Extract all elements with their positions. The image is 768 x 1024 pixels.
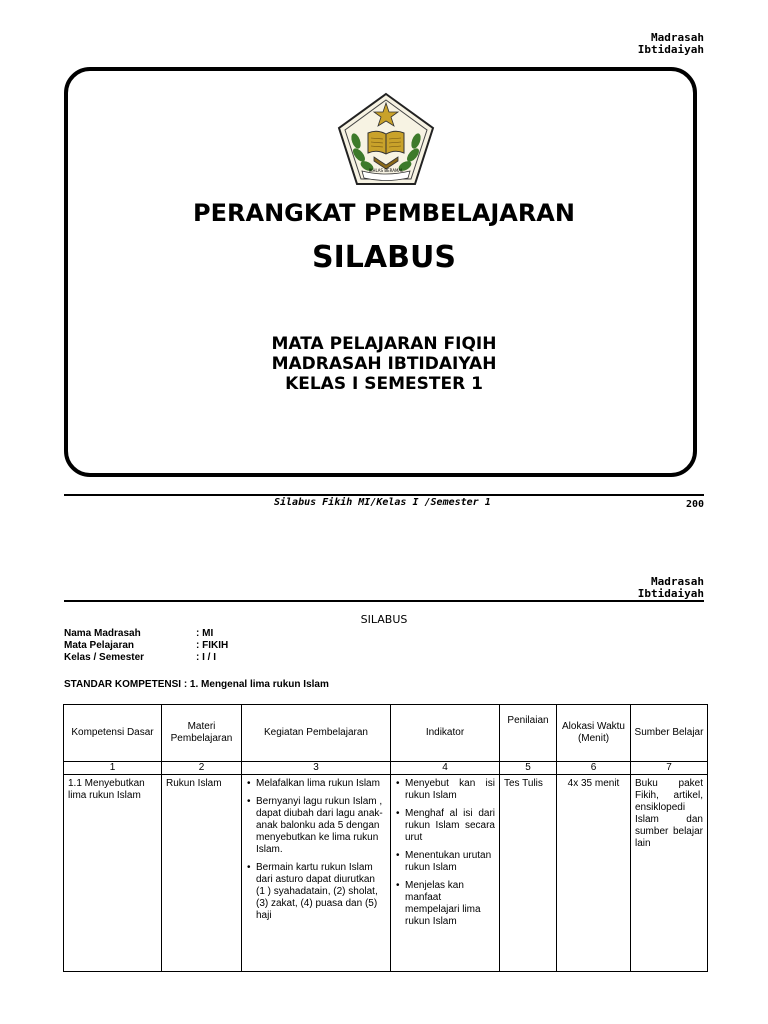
table-header-cell: Indikator [391, 705, 500, 762]
page2-header-line-2: Ibtidaiyah [637, 587, 704, 600]
table-row [64, 775, 708, 972]
table-header-cell: Kegiatan Pembelajaran [242, 705, 391, 762]
kegiatan-list [246, 778, 386, 922]
table-header-cell: Sumber Belajar [631, 705, 708, 762]
column-number: 6 [557, 762, 631, 775]
meta-key: Mata Pelajaran [64, 640, 135, 651]
kompetensi-text: 1.1 Menyebutkan lima rukun Islam [68, 778, 145, 801]
column-number: 2 [162, 762, 242, 775]
indikator-item: • Menyebut kan isi rukun Islam [405, 778, 495, 802]
penilaian-cell [500, 775, 557, 972]
cover-subtitle-line-2: MADRASAH IBTIDAIYAH [271, 354, 497, 374]
table-header-cell: Penilaian [500, 705, 557, 762]
indikator-item: • Menentukan urutan rukun Islam [405, 850, 495, 874]
footer-text: Silabus Fikih MI/Kelas I /Semester 1 [274, 497, 491, 508]
cover-subtitle-line-1: MATA PELAJARAN FIQIH [271, 334, 497, 354]
header-madrasah [638, 32, 704, 56]
materi-text: Rukun Islam [166, 778, 222, 789]
meta-block [64, 628, 364, 664]
alokasi-text: 4x 35 menit [567, 778, 620, 789]
column-number: 4 [391, 762, 500, 775]
header-line-2: Ibtidaiyah [637, 43, 704, 56]
standar-kompetensi: STANDAR KOMPETENSI : 1. Mengenal lima rukun Islam [64, 679, 329, 690]
meta-row [64, 652, 364, 664]
kompetensi-cell [64, 775, 162, 972]
sumber-text: Buku paket Fikih, artikel, ensiklopedi Islam dan sumber belajar lain [635, 778, 703, 849]
materi-cell [162, 775, 242, 972]
header-line-1: Madrasah [651, 31, 704, 44]
column-number: 1 [64, 762, 162, 775]
kegiatan-item: • Melafalkan lima rukun Islam [256, 778, 386, 790]
table-header-row [64, 705, 708, 762]
meta-key: Nama Madrasah [64, 628, 141, 639]
indikator-item: • Menghaf al isi dari rukun Islam secara urut [405, 808, 495, 844]
penilaian-text: Tes Tulis [504, 778, 543, 789]
indikator-item: • Menjelas kan manfaat mempelajari lima rukun Islam [405, 880, 495, 928]
cover-subtitle-line-3: KELAS I SEMESTER 1 [285, 374, 483, 394]
footer-rule [64, 494, 704, 496]
cover-title-small: PERANGKAT PEMBELAJARAN [193, 199, 575, 227]
table-header-cell: Alokasi Waktu (Menit) [557, 705, 631, 762]
meta-value: : FIKIH [196, 640, 229, 651]
logo-motto: IKHLAS BERAMAL [368, 168, 404, 173]
page2-header-line-1: Madrasah [651, 575, 704, 588]
meta-value: : I / I [196, 652, 216, 663]
column-number: 3 [242, 762, 391, 775]
meta-row [64, 628, 364, 640]
silabus-table [63, 704, 708, 972]
sumber-cell [631, 775, 708, 972]
indikator-cell [391, 775, 500, 972]
column-number: 7 [631, 762, 708, 775]
page2-title: SILABUS [360, 613, 408, 626]
page2-header-rule [64, 600, 704, 602]
meta-value: : MI [196, 628, 214, 639]
cover-subtitle [64, 334, 704, 394]
kegiatan-cell [242, 775, 391, 972]
table-number-row [64, 762, 708, 775]
column-number: 5 [500, 762, 557, 775]
kegiatan-item: • Bernyanyi lagu rukun Islam , dapat diubah dari lagu anak-anak balonku ada 5 dengan menyebutkan ke lima rukun Islam. [256, 796, 386, 856]
indikator-list [395, 778, 495, 928]
table-header-cell: Kompetensi Dasar [64, 705, 162, 762]
footer-page-number: 200 [685, 499, 704, 510]
table-header-cell: Materi Pembelajaran [162, 705, 242, 762]
kegiatan-item: • Bermain kartu rukun Islam dari asturo dapat diurutkan (1 ) syahadatain, (2) sholat, (3) zakat, (4) puasa dan (5) haji [256, 862, 386, 922]
page2-header [638, 576, 704, 600]
alokasi-cell [557, 775, 631, 972]
cover-title-big: SILABUS [312, 240, 456, 275]
meta-key: Kelas / Semester [64, 652, 145, 663]
meta-row [64, 640, 364, 652]
